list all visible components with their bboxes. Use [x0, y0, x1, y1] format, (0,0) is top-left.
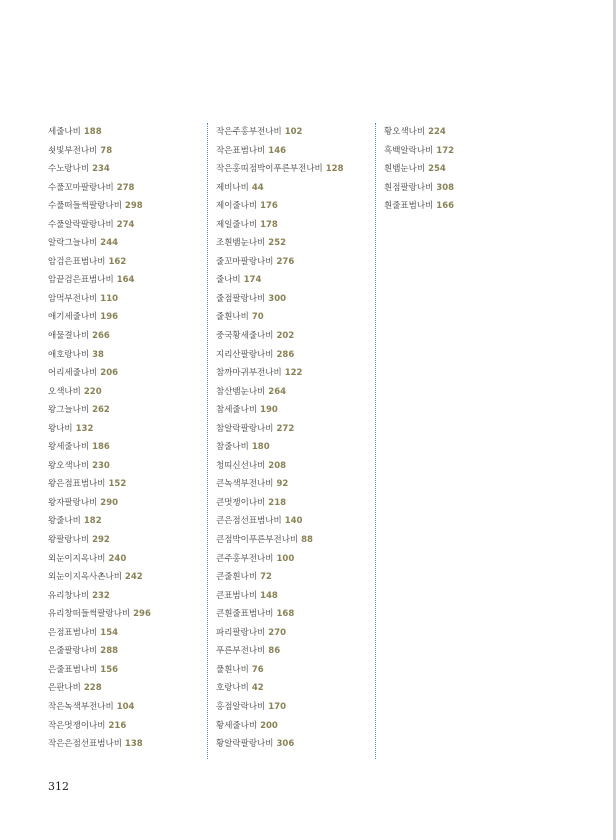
entry-page: 242 — [124, 572, 143, 583]
index-entry — [48, 197, 208, 216]
entry-name: 황알락팔랑나비 — [216, 739, 274, 750]
entry-name: 암끝검은표범나비 — [48, 275, 114, 286]
entry-page: 162 — [108, 256, 127, 267]
entry-page: 138 — [124, 739, 143, 750]
index-entry — [216, 179, 376, 198]
entry-name: 왕그늘나비 — [48, 405, 90, 416]
entry-name: 파리팔랑나비 — [216, 627, 266, 638]
entry-page: 78 — [100, 145, 113, 156]
entry-page: 156 — [100, 664, 119, 675]
entry-name: 줄점팔랑나비 — [216, 293, 266, 304]
index-entry — [216, 216, 376, 235]
index-entry — [48, 234, 208, 253]
index-entry — [216, 290, 376, 309]
entry-page: 298 — [124, 201, 143, 212]
entry-page: 122 — [284, 368, 303, 379]
entry-page: 132 — [75, 423, 94, 434]
entry-name: 유리창나비 — [48, 590, 90, 601]
index-entry — [216, 438, 376, 457]
entry-page: 76 — [251, 664, 264, 675]
entry-page: 72 — [260, 572, 272, 583]
index-entry — [216, 605, 376, 624]
entry-name: 작은주홍부전나비 — [216, 127, 282, 137]
index-entry — [216, 142, 376, 161]
page-number: 312 — [48, 780, 69, 793]
entry-page: 190 — [260, 405, 278, 416]
index-entry — [48, 661, 208, 680]
index-entry — [384, 160, 544, 179]
entry-page: 234 — [92, 164, 110, 175]
entry-page: 104 — [116, 701, 135, 712]
index-entry — [216, 364, 376, 383]
entry-page: 218 — [268, 497, 287, 508]
index-entry — [48, 123, 208, 142]
index-entry — [216, 457, 376, 476]
index-entry — [48, 308, 208, 327]
entry-name: 왕나비 — [48, 423, 73, 434]
index-entry — [48, 383, 208, 402]
entry-name: 수풀알락팔랑나비 — [48, 219, 114, 230]
butterfly-index — [0, 123, 616, 763]
entry-name: 작은멋쟁이나비 — [48, 720, 106, 731]
entry-name: 참줄나비 — [216, 442, 249, 453]
entry-page: 208 — [268, 460, 287, 471]
entry-name: 작은홍띠점박이푸른부전나비 — [216, 164, 323, 175]
entry-name: 수노랑나비 — [48, 164, 90, 175]
entry-page: 300 — [268, 293, 287, 304]
index-entry — [216, 698, 376, 717]
index-entry — [48, 679, 208, 698]
entry-page: 254 — [428, 164, 446, 175]
entry-page: 224 — [428, 127, 446, 137]
entry-page: 42 — [251, 683, 264, 694]
index-entry — [48, 512, 208, 531]
entry-page: 44 — [251, 182, 264, 193]
index-entry — [216, 420, 376, 439]
entry-page: 110 — [100, 293, 119, 304]
entry-page: 306 — [276, 739, 295, 750]
index-column-1 — [48, 123, 208, 754]
entry-page: 274 — [116, 219, 135, 230]
index-entry — [216, 661, 376, 680]
entry-name: 애기세줄나비 — [48, 312, 98, 323]
column-divider — [207, 123, 208, 759]
entry-name: 호랑나비 — [216, 683, 249, 694]
entry-name: 수풀꼬마팔랑나비 — [48, 182, 114, 193]
entry-name: 작은표범나비 — [216, 145, 266, 156]
entry-page: 164 — [116, 275, 135, 286]
index-entry — [48, 290, 208, 309]
index-entry — [48, 698, 208, 717]
entry-page: 188 — [83, 127, 102, 137]
index-entry — [48, 160, 208, 179]
entry-name: 큰주홍부전나비 — [216, 553, 274, 564]
entry-page: 172 — [436, 145, 455, 156]
index-entry — [216, 679, 376, 698]
entry-page: 240 — [108, 553, 127, 564]
index-entry — [48, 271, 208, 290]
entry-page: 288 — [100, 646, 119, 657]
entry-name: 어리세줄나비 — [48, 368, 98, 379]
entry-page: 220 — [83, 386, 102, 397]
entry-page: 128 — [325, 164, 344, 175]
index-column-2 — [216, 123, 376, 754]
entry-name: 은점표범나비 — [48, 627, 98, 638]
index-entry — [216, 253, 376, 272]
entry-name: 흰점팔랑나비 — [384, 182, 434, 193]
entry-name: 황세줄나비 — [216, 720, 258, 731]
index-entry — [48, 717, 208, 736]
entry-name: 은줄표범나비 — [48, 664, 98, 675]
index-entry — [216, 234, 376, 253]
index-entry — [48, 494, 208, 513]
index-entry — [216, 160, 376, 179]
index-entry — [216, 550, 376, 569]
entry-name: 큰은점선표범나비 — [216, 516, 282, 527]
entry-name: 지리산팔랑나비 — [216, 349, 274, 360]
entry-page: 270 — [268, 627, 287, 638]
entry-page: 206 — [100, 368, 119, 379]
entry-name: 제일줄나비 — [216, 219, 258, 230]
index-entry — [216, 308, 376, 327]
entry-page: 202 — [276, 331, 295, 342]
entry-page: 266 — [92, 331, 110, 342]
entry-name: 세줄나비 — [48, 127, 81, 137]
entry-page: 230 — [92, 460, 110, 471]
entry-name: 왕팔랑나비 — [48, 535, 90, 546]
entry-name: 큰줄흰나비 — [216, 572, 258, 583]
entry-name: 흰줄표범나비 — [384, 201, 434, 212]
entry-page: 102 — [284, 127, 303, 137]
entry-name: 큰녹색부전나비 — [216, 479, 274, 490]
index-entry — [48, 531, 208, 550]
entry-name: 참세줄나비 — [216, 405, 258, 416]
index-entry — [216, 123, 376, 142]
entry-name: 은판나비 — [48, 683, 81, 694]
index-entry — [216, 512, 376, 531]
entry-page: 186 — [92, 442, 110, 453]
entry-page: 88 — [301, 535, 313, 546]
entry-page: 168 — [276, 609, 295, 620]
entry-page: 170 — [268, 701, 287, 712]
index-entry — [216, 717, 376, 736]
index-column-3 — [384, 123, 544, 216]
index-entry — [216, 475, 376, 494]
entry-name: 참까마귀부전나비 — [216, 368, 282, 379]
entry-name: 애물결나비 — [48, 331, 90, 342]
entry-page: 216 — [108, 720, 127, 731]
index-entry — [384, 123, 544, 142]
entry-page: 178 — [260, 219, 278, 230]
entry-page: 146 — [268, 145, 287, 156]
entry-name: 푸른부전나비 — [216, 646, 266, 657]
entry-page: 70 — [251, 312, 264, 323]
index-entry — [384, 197, 544, 216]
entry-name: 큰표범나비 — [216, 590, 258, 601]
entry-name: 큰흰줄표범나비 — [216, 609, 274, 620]
entry-page: 92 — [276, 479, 289, 490]
entry-page: 228 — [83, 683, 102, 694]
entry-page: 200 — [260, 720, 278, 731]
entry-name: 큰점박이푸른부전나비 — [216, 535, 299, 546]
entry-page: 232 — [92, 590, 110, 601]
entry-page: 264 — [268, 386, 287, 397]
index-entry — [48, 457, 208, 476]
entry-name: 작은녹색부전나비 — [48, 701, 114, 712]
entry-page: 182 — [83, 516, 102, 527]
entry-name: 수풀떠들썩팔랑나비 — [48, 201, 122, 212]
index-entry — [384, 179, 544, 198]
index-entry — [216, 197, 376, 216]
entry-page: 166 — [436, 201, 455, 212]
entry-page: 176 — [260, 201, 278, 212]
index-entry — [48, 587, 208, 606]
index-entry — [48, 253, 208, 272]
entry-page: 276 — [276, 256, 295, 267]
entry-name: 참알락팔랑나비 — [216, 423, 274, 434]
index-entry — [216, 568, 376, 587]
entry-name: 은줄팔랑나비 — [48, 646, 98, 657]
index-entry — [216, 735, 376, 754]
index-entry — [216, 587, 376, 606]
index-entry — [384, 142, 544, 161]
entry-name: 유리창떠들썩팔랑나비 — [48, 609, 131, 620]
index-entry — [48, 605, 208, 624]
entry-name: 황오색나비 — [384, 127, 426, 137]
entry-page: 154 — [100, 627, 119, 638]
entry-page: 272 — [276, 423, 295, 434]
entry-name: 흑백알락나비 — [384, 145, 434, 156]
entry-page: 296 — [133, 609, 151, 620]
entry-page: 86 — [268, 646, 281, 657]
index-entry — [48, 735, 208, 754]
index-entry — [216, 383, 376, 402]
entry-name: 청띠신선나비 — [216, 460, 266, 471]
entry-name: 오색나비 — [48, 386, 81, 397]
entry-name: 큰멋쟁이나비 — [216, 497, 266, 508]
entry-name: 조흰뱀눈나비 — [216, 238, 266, 249]
index-entry — [48, 624, 208, 643]
index-entry — [216, 642, 376, 661]
entry-name: 제비나비 — [216, 182, 249, 193]
index-entry — [216, 624, 376, 643]
entry-page: 278 — [116, 182, 135, 193]
entry-page: 286 — [276, 349, 295, 360]
index-entry — [216, 494, 376, 513]
entry-name: 홍점알락나비 — [216, 701, 266, 712]
entry-name: 왕줄나비 — [48, 516, 81, 527]
entry-name: 풀흰나비 — [216, 664, 249, 675]
entry-name: 왕오색나비 — [48, 460, 90, 471]
entry-page: 174 — [243, 275, 262, 286]
index-entry — [48, 364, 208, 383]
entry-name: 암먹부전나비 — [48, 293, 98, 304]
entry-name: 제이줄나비 — [216, 201, 258, 212]
entry-name: 왕세줄나비 — [48, 442, 90, 453]
entry-name: 참산뱀눈나비 — [216, 386, 266, 397]
index-entry — [48, 401, 208, 420]
entry-page: 252 — [268, 238, 287, 249]
index-entry — [216, 401, 376, 420]
index-entry — [216, 271, 376, 290]
index-entry — [48, 475, 208, 494]
index-entry — [48, 142, 208, 161]
entry-page: 180 — [251, 442, 270, 453]
entry-name: 외눈이지옥사촌나비 — [48, 572, 122, 583]
column-divider — [375, 123, 376, 759]
index-entry — [48, 642, 208, 661]
entry-name: 외눈이지옥나비 — [48, 553, 106, 564]
entry-page: 292 — [92, 535, 110, 546]
entry-page: 100 — [276, 553, 295, 564]
index-entry — [216, 327, 376, 346]
entry-page: 148 — [260, 590, 278, 601]
entry-name: 암검은표범나비 — [48, 256, 106, 267]
entry-page: 308 — [436, 182, 455, 193]
entry-page: 244 — [100, 238, 119, 249]
index-entry — [216, 531, 376, 550]
entry-name: 줄나비 — [216, 275, 241, 286]
entry-page: 152 — [108, 479, 127, 490]
index-entry — [48, 550, 208, 569]
index-entry — [48, 438, 208, 457]
index-entry — [48, 327, 208, 346]
entry-page: 196 — [100, 312, 119, 323]
entry-name: 흰뱀눈나비 — [384, 164, 426, 175]
index-entry — [48, 346, 208, 365]
entry-name: 줄꼬마팔랑나비 — [216, 256, 274, 267]
entry-name: 작은은점선표범나비 — [48, 739, 122, 750]
entry-page: 140 — [284, 516, 303, 527]
entry-page: 290 — [100, 497, 119, 508]
entry-name: 왕은점표범나비 — [48, 479, 106, 490]
entry-name: 쇳빛부전나비 — [48, 145, 98, 156]
entry-name: 줄흰나비 — [216, 312, 249, 323]
entry-name: 중국황세줄나비 — [216, 331, 274, 342]
entry-name: 애호랑나비 — [48, 349, 90, 360]
entry-page: 262 — [92, 405, 110, 416]
index-entry — [48, 568, 208, 587]
index-entry — [48, 216, 208, 235]
entry-name: 왕자팔랑나비 — [48, 497, 98, 508]
index-entry — [48, 420, 208, 439]
index-entry — [48, 179, 208, 198]
entry-page: 38 — [92, 349, 104, 360]
entry-name: 알락그늘나비 — [48, 238, 98, 249]
index-entry — [216, 346, 376, 365]
